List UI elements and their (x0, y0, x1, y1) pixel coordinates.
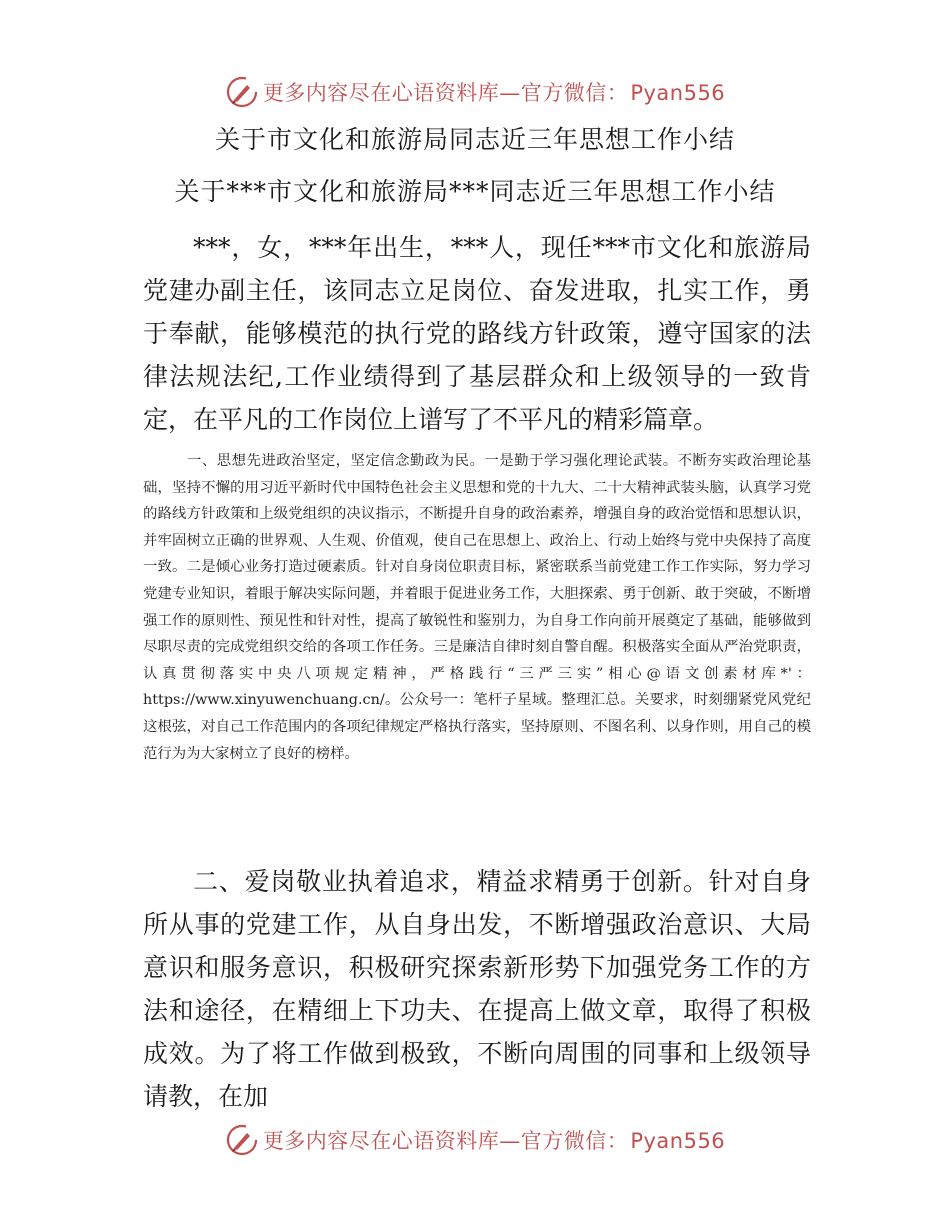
banner-slogan: 更多内容尽在心语资料库—官方微信： (262, 81, 629, 105)
banner-text (263, 1125, 725, 1155)
document-title: 关于市文化和旅游局同志近三年思想工作小结 (214, 125, 735, 154)
banner-wechat-id: Pyan556 (630, 1129, 726, 1153)
banner-slogan: 更多内容尽在心语资料库—官方微信： (262, 1129, 629, 1153)
intro-paragraph: ***，女，***年出生，***人，现任***市文化和旅游局党建办副主任，该同志立足岗位、奋发进取，扎实工作，勇于奉献，能够模范的执行党的路线方针政策，遵守国家的法律法规法纪,工作业绩得到了基层群众和上级领导的一致肯定，在平凡的工作岗位上谱写了不平凡的精彩篇章。 (143, 233, 811, 434)
footer-banner (0, 1120, 950, 1160)
header-banner (0, 72, 950, 112)
banner-wechat-id: Pyan556 (630, 81, 726, 105)
pen-logo-icon (225, 1123, 259, 1157)
section-one-paragraph: 一、思想先进政治坚定，坚定信念勤政为民。一是勤于学习强化理论武装。不断夯实政治理论基础，坚持不懈的用习近平新时代中国特色社会主义思想和党的十九大、二十大精神武装头脑，认真学习党的路线方针政策和上级党组织的决议指示，不断提升自身的政治素养，增强自身的政治觉悟和思想认识，并牢固树立正确的世界观、人生观、价值观，使自己在思想上、政治上、行动上始终与党中央保持了高度一致。二是倾心业务打造过硬素质。针对自身岗位职责目标，紧密联系当前党建工作工作实际，努力学习党建专业知识，着眼于解决实际问题，并着眼于促进业务工作，大胆探索、勇于创新、敢于突破，不断增强工作的原则性、预见性和针对性，提高了敏锐性和鉴别力，为自身工作向前开展奠定了基础，能够做到尽职尽责的完成党组织交给的各项工作任务。三是廉洁自律时刻自警自醒。积极落实全面从严治党职责，认真贯彻落实中央八项规定精神，严格践行“三严三实”相心@语文创素材库*'：https://www.xinyuwenchuang.cn/。公众号一：笔杆子星域。整理汇总。关要求，时刻绷紧党风党纪这根弦，对自己工作范围内的各项纪律规定严格执行落实，坚持原则、不图名利、以身作则，用自己的模范行为为大家树立了良好的榜样。 (143, 453, 811, 762)
pen-logo-icon (225, 75, 259, 109)
banner-text (263, 77, 725, 107)
section-two-paragraph: 二、爱岗敬业执着追求，精益求精勇于创新。针对自身所从事的党建工作，从自身出发，不断增强政治意识、大局意识和服务意识，积极研究探索新形势下加强党务工作的方法和途径，在精细上下功夫、在提高上做文章，取得了积极成效。为了将工作做到极致，不断向周围的同事和上级领导请教，在加 (143, 867, 811, 1111)
document-subtitle: 关于***市文化和旅游局***同志近三年思想工作小结 (174, 177, 776, 206)
